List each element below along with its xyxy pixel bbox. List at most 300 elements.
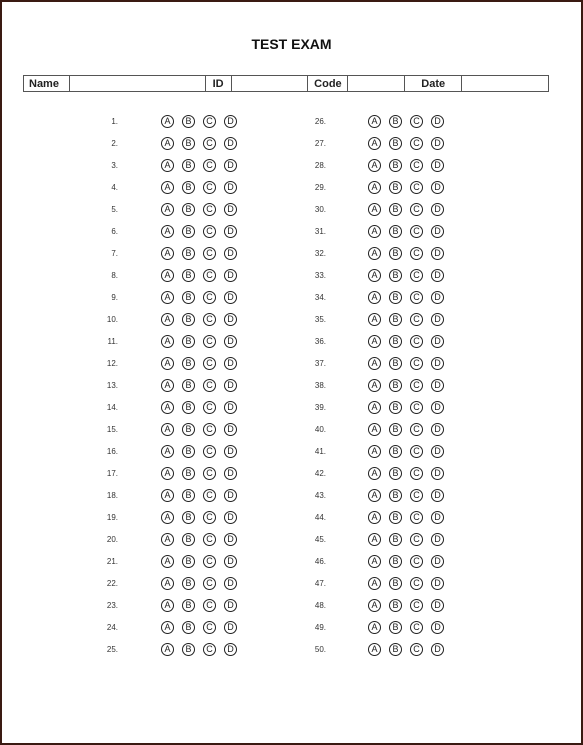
answer-bubble-a[interactable]: A — [368, 313, 381, 326]
answer-bubble-a[interactable]: A — [368, 247, 381, 260]
answer-bubble-b[interactable]: B — [182, 247, 195, 260]
answer-bubble-a[interactable]: A — [368, 269, 381, 282]
answer-bubble-d[interactable]: D — [224, 555, 237, 568]
answer-bubble-c[interactable]: C — [203, 555, 216, 568]
answer-bubble-d[interactable]: D — [224, 379, 237, 392]
answer-bubble-d[interactable]: D — [224, 445, 237, 458]
answer-bubble-c[interactable]: C — [203, 247, 216, 260]
answer-bubble-c[interactable]: C — [410, 313, 423, 326]
answer-bubble-b[interactable]: B — [389, 643, 402, 656]
answer-bubble-b[interactable]: B — [182, 621, 195, 634]
name-field[interactable] — [70, 76, 206, 91]
answer-bubble-d[interactable]: D — [431, 357, 444, 370]
answer-bubble-b[interactable]: B — [182, 599, 195, 612]
answer-bubble-c[interactable]: C — [410, 489, 423, 502]
answer-bubble-c[interactable]: C — [203, 291, 216, 304]
answer-bubble-b[interactable]: B — [389, 533, 402, 546]
answer-bubble-d[interactable]: D — [224, 203, 237, 216]
answer-bubble-a[interactable]: A — [368, 621, 381, 634]
question-number: 47. — [314, 578, 326, 588]
answer-bubble-a[interactable]: A — [368, 137, 381, 150]
answer-bubble-b[interactable]: B — [389, 401, 402, 414]
answer-options — [368, 599, 452, 612]
answer-bubble-a[interactable]: A — [161, 291, 174, 304]
answer-bubble-a[interactable]: A — [161, 401, 174, 414]
answer-bubble-c[interactable]: C — [410, 577, 423, 590]
answer-options — [368, 137, 452, 150]
answer-bubble-c[interactable]: C — [203, 401, 216, 414]
answer-bubble-d[interactable]: D — [431, 137, 444, 150]
answer-bubble-b[interactable]: B — [389, 379, 402, 392]
question-number: 43. — [314, 490, 326, 500]
exam-title: TEST EXAM — [251, 36, 332, 52]
answer-bubble-d[interactable]: D — [224, 511, 237, 524]
answer-bubble-d[interactable]: D — [224, 489, 237, 502]
answer-bubble-b[interactable]: B — [182, 643, 195, 656]
answer-bubble-a[interactable]: A — [368, 203, 381, 216]
question-number: 9. — [111, 292, 118, 302]
answer-bubble-b[interactable]: B — [182, 577, 195, 590]
answer-bubble-b[interactable]: B — [182, 467, 195, 480]
date-label: Date — [405, 76, 462, 91]
answer-bubble-d[interactable]: D — [431, 269, 444, 282]
question-number: 7. — [111, 248, 118, 258]
answer-bubble-c[interactable]: C — [410, 555, 423, 568]
question-row — [0, 286, 441, 308]
answer-bubble-a[interactable]: A — [161, 313, 174, 326]
answer-bubble-b[interactable]: B — [389, 115, 402, 128]
answer-bubble-b[interactable]: B — [389, 181, 402, 194]
answer-bubble-b[interactable]: B — [389, 313, 402, 326]
question-row — [0, 242, 441, 264]
answer-bubble-a[interactable]: A — [161, 511, 174, 524]
answer-bubble-c[interactable]: C — [203, 489, 216, 502]
answer-bubble-b[interactable]: B — [182, 555, 195, 568]
question-row — [0, 352, 441, 374]
question-row — [0, 440, 441, 462]
answer-bubble-a[interactable]: A — [161, 115, 174, 128]
question-row — [0, 198, 441, 220]
answer-options — [368, 401, 452, 414]
answer-bubble-a[interactable]: A — [161, 335, 174, 348]
question-number: 49. — [314, 622, 326, 632]
question-row — [0, 594, 441, 616]
answer-bubble-a[interactable]: A — [161, 247, 174, 260]
question-number: 37. — [314, 358, 326, 368]
question-number: 38. — [314, 380, 326, 390]
question-number: 11. — [107, 336, 118, 346]
answer-options — [368, 533, 452, 546]
answer-bubble-d[interactable]: D — [431, 247, 444, 260]
id-field[interactable] — [232, 76, 309, 91]
answer-options — [368, 225, 452, 238]
answer-options — [368, 555, 452, 568]
question-row — [0, 264, 441, 286]
answer-bubble-d[interactable]: D — [431, 621, 444, 634]
answer-bubble-b[interactable]: B — [182, 335, 195, 348]
question-number: 21. — [106, 556, 118, 566]
answer-bubble-d[interactable]: D — [224, 423, 237, 436]
answer-bubble-d[interactable]: D — [224, 533, 237, 546]
answer-bubble-b[interactable]: B — [182, 269, 195, 282]
answer-bubble-c[interactable]: C — [203, 137, 216, 150]
answer-bubble-b[interactable]: B — [182, 291, 195, 304]
answer-bubble-c[interactable]: C — [203, 423, 216, 436]
answer-bubble-b[interactable]: B — [389, 291, 402, 304]
answer-bubble-c[interactable]: C — [203, 335, 216, 348]
answer-bubble-c[interactable]: C — [410, 467, 423, 480]
question-number: 24. — [106, 622, 118, 632]
question-row — [0, 506, 441, 528]
answer-bubble-a[interactable]: A — [368, 115, 381, 128]
answer-bubble-c[interactable]: C — [203, 115, 216, 128]
answer-bubble-c[interactable]: C — [410, 291, 423, 304]
answer-bubble-b[interactable]: B — [182, 313, 195, 326]
answer-bubble-d[interactable]: D — [224, 115, 237, 128]
question-row — [0, 110, 441, 132]
answer-bubble-d[interactable]: D — [431, 401, 444, 414]
answer-bubble-b[interactable]: B — [182, 511, 195, 524]
answer-bubble-d[interactable]: D — [431, 225, 444, 238]
answer-bubble-d[interactable]: D — [431, 511, 444, 524]
question-row — [0, 638, 441, 660]
answer-bubble-c[interactable]: C — [410, 203, 423, 216]
answer-bubble-d[interactable]: D — [431, 203, 444, 216]
answer-bubble-c[interactable]: C — [410, 181, 423, 194]
answer-bubble-a[interactable]: A — [368, 225, 381, 238]
answer-bubble-c[interactable]: C — [203, 379, 216, 392]
answer-bubble-c[interactable]: C — [410, 445, 423, 458]
answer-options — [368, 291, 452, 304]
question-number: 26. — [314, 116, 326, 126]
answer-bubble-d[interactable]: D — [431, 335, 444, 348]
question-number: 25. — [106, 644, 118, 654]
answer-bubble-c[interactable]: C — [410, 225, 423, 238]
question-number: 29. — [314, 182, 326, 192]
answer-bubble-b[interactable]: B — [182, 533, 195, 546]
answer-bubble-d[interactable]: D — [224, 291, 237, 304]
answer-bubble-a[interactable]: A — [368, 335, 381, 348]
answer-bubble-c[interactable]: C — [410, 357, 423, 370]
answer-bubble-a[interactable]: A — [368, 159, 381, 172]
answer-bubble-d[interactable]: D — [224, 313, 237, 326]
answer-bubble-d[interactable]: D — [224, 181, 237, 194]
question-row — [0, 330, 441, 352]
answer-bubble-d[interactable]: D — [224, 225, 237, 238]
answer-bubble-a[interactable]: A — [368, 401, 381, 414]
question-number: 42. — [314, 468, 326, 478]
answer-bubble-a[interactable]: A — [161, 621, 174, 634]
answer-bubble-b[interactable]: B — [182, 181, 195, 194]
answer-bubble-a[interactable]: A — [368, 511, 381, 524]
answer-bubble-b[interactable]: B — [389, 335, 402, 348]
question-row — [0, 220, 441, 242]
name-label: Name — [24, 76, 70, 91]
question-number: 44. — [314, 512, 326, 522]
answer-bubble-b[interactable]: B — [182, 379, 195, 392]
answer-bubble-d[interactable]: D — [431, 445, 444, 458]
answer-bubble-d[interactable]: D — [431, 181, 444, 194]
answer-bubble-d[interactable]: D — [431, 467, 444, 480]
answer-options — [368, 379, 452, 392]
id-label: ID — [206, 76, 232, 91]
question-number: 45. — [314, 534, 326, 544]
answer-bubble-b[interactable]: B — [389, 511, 402, 524]
answer-bubble-c[interactable]: C — [410, 335, 423, 348]
answer-bubble-b[interactable]: B — [389, 269, 402, 282]
answer-bubble-d[interactable]: D — [224, 137, 237, 150]
answer-bubble-a[interactable]: A — [161, 379, 174, 392]
answer-bubble-d[interactable]: D — [431, 643, 444, 656]
answer-bubble-a[interactable]: A — [161, 203, 174, 216]
question-number: 41. — [314, 446, 326, 456]
answer-bubble-a[interactable]: A — [161, 643, 174, 656]
question-number: 6. — [111, 226, 118, 236]
answer-bubble-b[interactable]: B — [182, 357, 195, 370]
answer-options — [368, 335, 452, 348]
answer-options — [368, 511, 452, 524]
question-row — [0, 374, 441, 396]
answer-bubble-a[interactable]: A — [368, 577, 381, 590]
answer-bubble-a[interactable]: A — [161, 555, 174, 568]
answer-bubble-d[interactable]: D — [224, 467, 237, 480]
question-number: 8. — [111, 270, 118, 280]
answer-bubble-a[interactable]: A — [161, 423, 174, 436]
answer-bubble-a[interactable]: A — [368, 533, 381, 546]
student-info-table — [23, 75, 549, 92]
question-number: 14. — [106, 402, 118, 412]
answer-bubble-a[interactable]: A — [161, 357, 174, 370]
answer-bubble-d[interactable]: D — [431, 313, 444, 326]
answer-bubble-c[interactable]: C — [203, 159, 216, 172]
answer-bubble-c[interactable]: C — [203, 467, 216, 480]
answer-bubble-b[interactable]: B — [182, 203, 195, 216]
answer-bubble-c[interactable]: C — [410, 511, 423, 524]
answer-bubble-c[interactable]: C — [410, 269, 423, 282]
answer-bubble-a[interactable]: A — [368, 599, 381, 612]
question-row — [0, 550, 441, 572]
answer-bubble-d[interactable]: D — [431, 423, 444, 436]
answer-bubble-d[interactable]: D — [431, 379, 444, 392]
question-number: 19. — [106, 512, 118, 522]
question-row — [0, 572, 441, 594]
question-number: 1. — [111, 116, 118, 126]
answer-bubble-d[interactable]: D — [431, 555, 444, 568]
answer-bubble-a[interactable]: A — [368, 357, 381, 370]
questions-column-right — [0, 110, 441, 660]
answer-bubble-d[interactable]: D — [224, 621, 237, 634]
answer-bubble-d[interactable]: D — [431, 115, 444, 128]
answer-bubble-a[interactable]: A — [368, 181, 381, 194]
question-number: 39. — [314, 402, 326, 412]
answer-bubble-d[interactable]: D — [431, 533, 444, 546]
answer-bubble-d[interactable]: D — [431, 489, 444, 502]
answer-options — [368, 423, 452, 436]
answer-bubble-a[interactable]: A — [368, 423, 381, 436]
answer-bubble-b[interactable]: B — [389, 423, 402, 436]
code-label: Code — [308, 76, 348, 91]
answer-bubble-c[interactable]: C — [410, 423, 423, 436]
question-number: 34. — [314, 292, 326, 302]
answer-bubble-c[interactable]: C — [203, 357, 216, 370]
answer-bubble-d[interactable]: D — [224, 577, 237, 590]
answer-options — [368, 467, 452, 480]
answer-bubble-a[interactable]: A — [161, 137, 174, 150]
answer-bubble-a[interactable]: A — [368, 489, 381, 502]
question-number: 48. — [314, 600, 326, 610]
answer-options — [368, 621, 452, 634]
question-number: 46. — [314, 556, 326, 566]
answer-bubble-b[interactable]: B — [182, 489, 195, 502]
answer-bubble-c[interactable]: C — [203, 445, 216, 458]
answer-bubble-c[interactable]: C — [410, 115, 423, 128]
answer-bubble-a[interactable]: A — [368, 555, 381, 568]
answer-bubble-a[interactable]: A — [161, 599, 174, 612]
answer-options — [368, 181, 452, 194]
answer-bubble-a[interactable]: A — [368, 291, 381, 304]
answer-bubble-b[interactable]: B — [182, 423, 195, 436]
question-number: 13. — [106, 380, 118, 390]
question-number: 16. — [106, 446, 118, 456]
answer-bubble-a[interactable]: A — [161, 159, 174, 172]
question-row — [0, 418, 441, 440]
code-field[interactable] — [348, 76, 405, 91]
answer-bubble-c[interactable]: C — [203, 599, 216, 612]
answer-bubble-d[interactable]: D — [224, 599, 237, 612]
question-number: 18. — [106, 490, 118, 500]
answer-options — [368, 643, 452, 656]
answer-bubble-c[interactable]: C — [410, 401, 423, 414]
question-row — [0, 484, 441, 506]
question-row — [0, 528, 441, 550]
answer-bubble-c[interactable]: C — [203, 511, 216, 524]
answer-bubble-b[interactable]: B — [389, 137, 402, 150]
answer-bubble-b[interactable]: B — [389, 357, 402, 370]
answer-bubble-d[interactable]: D — [224, 159, 237, 172]
answer-bubble-a[interactable]: A — [368, 445, 381, 458]
answer-bubble-b[interactable]: B — [389, 203, 402, 216]
question-number: 27. — [314, 138, 326, 148]
answer-bubble-d[interactable]: D — [431, 159, 444, 172]
answer-bubble-d[interactable]: D — [224, 335, 237, 348]
answer-bubble-b[interactable]: B — [182, 401, 195, 414]
answer-bubble-d[interactable]: D — [431, 599, 444, 612]
question-row — [0, 154, 441, 176]
answer-bubble-d[interactable]: D — [224, 357, 237, 370]
answer-bubble-c[interactable]: C — [410, 247, 423, 260]
question-number: 32. — [314, 248, 326, 258]
answer-bubble-a[interactable]: A — [161, 445, 174, 458]
answer-bubble-d[interactable]: D — [224, 643, 237, 656]
question-number: 15. — [106, 424, 118, 434]
answer-bubble-d[interactable]: D — [431, 291, 444, 304]
answer-bubble-b[interactable]: B — [389, 445, 402, 458]
date-field[interactable] — [462, 76, 548, 91]
answer-bubble-b[interactable]: B — [182, 445, 195, 458]
answer-bubble-c[interactable]: C — [410, 533, 423, 546]
question-row — [0, 462, 441, 484]
answer-bubble-c[interactable]: C — [410, 379, 423, 392]
question-number: 50. — [314, 644, 326, 654]
answer-bubble-a[interactable]: A — [161, 533, 174, 546]
question-number: 23. — [106, 600, 118, 610]
answer-options — [368, 159, 452, 172]
answer-bubble-a[interactable]: A — [368, 643, 381, 656]
answer-bubble-a[interactable]: A — [161, 467, 174, 480]
answer-options — [368, 577, 452, 590]
question-number: 4. — [111, 182, 118, 192]
answer-options — [368, 489, 452, 502]
question-number: 36. — [314, 336, 326, 346]
answer-bubble-b[interactable]: B — [389, 577, 402, 590]
answer-bubble-b[interactable]: B — [389, 159, 402, 172]
answer-bubble-b[interactable]: B — [182, 159, 195, 172]
question-row — [0, 396, 441, 418]
answer-bubble-c[interactable]: C — [410, 621, 423, 634]
answer-options — [368, 247, 452, 260]
question-number: 5. — [111, 204, 118, 214]
answer-bubble-d[interactable]: D — [224, 401, 237, 414]
answer-bubble-b[interactable]: B — [182, 137, 195, 150]
answer-bubble-b[interactable]: B — [389, 225, 402, 238]
answer-bubble-a[interactable]: A — [368, 379, 381, 392]
answer-bubble-b[interactable]: B — [389, 555, 402, 568]
answer-bubble-b[interactable]: B — [389, 621, 402, 634]
answer-bubble-a[interactable]: A — [161, 489, 174, 502]
answer-bubble-d[interactable]: D — [431, 577, 444, 590]
answer-bubble-b[interactable]: B — [182, 115, 195, 128]
question-number: 10. — [106, 314, 118, 324]
answer-bubble-b[interactable]: B — [389, 489, 402, 502]
answer-bubble-d[interactable]: D — [224, 247, 237, 260]
answer-options — [368, 269, 452, 282]
answer-bubble-a[interactable]: A — [161, 269, 174, 282]
question-number: 30. — [314, 204, 326, 214]
answer-bubble-c[interactable]: C — [203, 269, 216, 282]
answer-bubble-c[interactable]: C — [203, 203, 216, 216]
answer-bubble-c[interactable]: C — [410, 159, 423, 172]
answer-options — [368, 313, 452, 326]
answer-bubble-a[interactable]: A — [368, 467, 381, 480]
answer-bubble-d[interactable]: D — [224, 269, 237, 282]
answer-bubble-b[interactable]: B — [182, 225, 195, 238]
question-number: 22. — [106, 578, 118, 588]
answer-bubble-c[interactable]: C — [410, 643, 423, 656]
answer-bubble-b[interactable]: B — [389, 599, 402, 612]
question-row — [0, 308, 441, 330]
answer-bubble-a[interactable]: A — [161, 181, 174, 194]
answer-bubble-c[interactable]: C — [203, 313, 216, 326]
answer-bubble-c[interactable]: C — [203, 621, 216, 634]
answer-bubble-c[interactable]: C — [410, 137, 423, 150]
answer-bubble-c[interactable]: C — [410, 599, 423, 612]
answer-bubble-a[interactable]: A — [161, 225, 174, 238]
answer-bubble-a[interactable]: A — [161, 577, 174, 590]
answer-bubble-c[interactable]: C — [203, 181, 216, 194]
question-number: 20. — [106, 534, 118, 544]
answer-bubble-c[interactable]: C — [203, 577, 216, 590]
answer-bubble-c[interactable]: C — [203, 225, 216, 238]
question-number: 3. — [111, 160, 118, 170]
answer-bubble-b[interactable]: B — [389, 247, 402, 260]
answer-bubble-c[interactable]: C — [203, 533, 216, 546]
question-number: 2. — [111, 138, 118, 148]
answer-bubble-c[interactable]: C — [203, 643, 216, 656]
answer-options — [368, 115, 452, 128]
answer-options — [368, 357, 452, 370]
question-number: 28. — [314, 160, 326, 170]
answer-bubble-b[interactable]: B — [389, 467, 402, 480]
